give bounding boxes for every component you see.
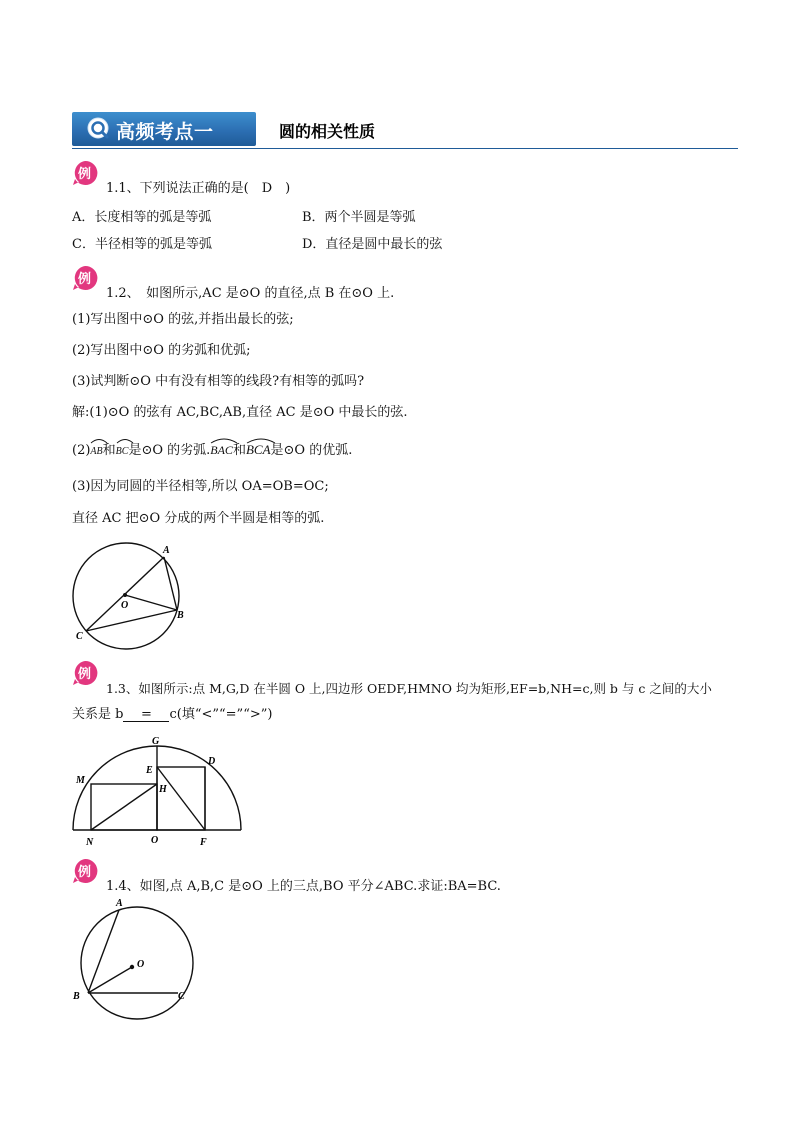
label-o: O — [151, 835, 159, 846]
semicircle-figure-1-3 — [62, 733, 252, 848]
circle-figure-1-2 — [62, 540, 202, 652]
solution-line-3: (3)因为同圆的半径相等,所以 OA=OB=OC; — [72, 479, 329, 494]
label-a: A — [116, 898, 123, 909]
label-c: C — [76, 631, 83, 642]
label-e: E — [146, 765, 153, 776]
magnifier-icon — [86, 116, 112, 142]
label-o: O — [137, 959, 145, 970]
label-o: O — [121, 600, 129, 611]
banner-label: 高频考点一 — [116, 121, 214, 143]
header-divider — [72, 148, 738, 149]
arc-bac: BAC — [210, 443, 233, 456]
label-g: G — [152, 736, 160, 747]
question-1-2-part-2: (2)写出图中⊙O 的劣弧和优弧; — [72, 343, 251, 358]
label-c: C — [178, 991, 185, 1002]
question-1-3-line-2: 关系是 b = c(填“<”“=”“>”) — [72, 707, 273, 722]
label-b: B — [73, 991, 80, 1002]
label-a: A — [163, 545, 170, 556]
line-ef — [157, 767, 205, 830]
svg-text:例: 例 — [78, 865, 92, 880]
question-1-2-stem: 1.2、 如图所示,AC 是⊙O 的直径,点 B 在⊙O 上. — [106, 286, 395, 301]
center-o — [130, 965, 134, 969]
circle-figure-1-4 — [66, 895, 206, 1020]
solution-line-2: (2) AB和 BC是⊙O 的劣弧. BAC和 BCA是⊙O 的优弧. — [72, 443, 352, 457]
example-badge-icon — [72, 160, 98, 186]
example-badge-icon — [72, 660, 98, 686]
option-b: B．两个半圆是等弧 — [302, 210, 416, 225]
solution-line-4: 直径 AC 把⊙O 分成的两个半圆是相等的弧. — [72, 511, 325, 526]
svg-text:例: 例 — [78, 272, 92, 287]
question-1-3-stem: 1.3、如图所示:点 M,G,D 在半圆 O 上,四边形 OEDF,HMNO 均为矩形,EF=b,NH=c,则 b 与 c 之间的大小 — [106, 681, 712, 696]
arc-bc: BC — [116, 443, 129, 457]
label-d: D — [208, 756, 216, 767]
question-1-2-part-1: (1)写出图中⊙O 的弦,并指出最长的弦; — [72, 312, 294, 327]
arc-bca: BCA — [246, 443, 271, 456]
chord-ab — [164, 557, 177, 610]
arc-ab: AB — [90, 443, 102, 457]
label-h: H — [159, 784, 167, 795]
chord-ba — [88, 910, 119, 993]
segment-bo — [88, 967, 132, 993]
svg-text:例: 例 — [78, 667, 92, 682]
section-title: 圆的相关性质 — [279, 122, 376, 141]
label-f: F — [200, 837, 207, 848]
question-1-2-part-3: (3)试判断⊙O 中有没有相等的线段?有相等的弧吗? — [72, 374, 365, 389]
option-a: A．长度相等的弧是等弧 — [72, 210, 212, 225]
question-1-4-stem: 1.4、如图,点 A,B,C 是⊙O 上的三点,BO 平分∠ABC.求证:BA=BC. — [106, 879, 501, 894]
question-1-1-stem: 1.1、下列说法正确的是( D ) — [106, 181, 291, 196]
label-n: N — [86, 837, 94, 848]
option-c: C．半径相等的弧是等弧 — [72, 237, 212, 252]
example-badge-icon — [72, 858, 98, 884]
solution-line-1: 解:(1)⊙O 的弦有 AC,BC,AB,直径 AC 是⊙O 中最长的弦. — [72, 405, 408, 420]
radius-ob — [125, 595, 177, 610]
chord-bc — [86, 610, 177, 631]
answer-blank: = — [123, 708, 169, 722]
label-m: M — [76, 775, 85, 786]
line-nh — [91, 784, 157, 830]
svg-text:例: 例 — [78, 167, 92, 182]
label-b: B — [177, 610, 184, 621]
example-badge-icon — [72, 265, 98, 291]
option-d: D．直径是圆中最长的弦 — [302, 237, 443, 252]
center-o — [123, 593, 127, 597]
